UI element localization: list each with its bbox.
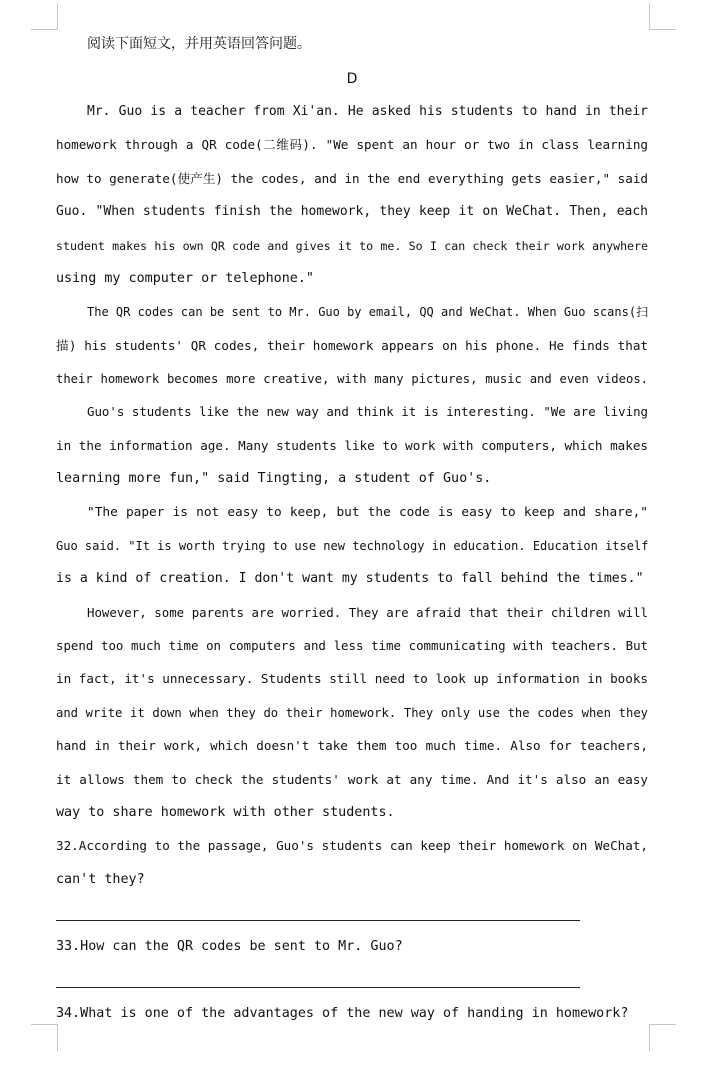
section-letter: D	[346, 71, 358, 87]
passage-line: Guo said. "It is worth trying to use new technology in education. Education itself	[56, 539, 649, 553]
instruction-text: 阅读下面短文，并用英语回答问题。	[87, 36, 311, 52]
question-32: 32.According to the passage, Guo's students can keep their homework on WeChat,	[56, 838, 648, 853]
corner-mark-top-left	[31, 3, 58, 30]
corner-mark-bottom-left	[31, 1024, 58, 1051]
question-33: 33.How can the QR codes be sent to Mr. Guo?	[56, 939, 403, 954]
passage-line: Guo. "When students finish the homework, they keep it on WeChat. Then, each	[56, 204, 648, 219]
passage-line: learning more fun," said Tingting, a student of Guo's.	[56, 471, 492, 486]
passage-line: Mr. Guo is a teacher from Xi'an. He asked his students to hand in their	[87, 104, 648, 119]
passage-line: it allows them to check the students' work at any time. And it's also an easy	[56, 772, 648, 787]
passage-line: hand in their work, which doesn't take them too much time. Also for teachers,	[56, 738, 648, 753]
passage-line: how to generate(使产生) the codes, and in the end everything gets easier," said	[56, 171, 648, 186]
corner-mark-bottom-right	[649, 1024, 676, 1051]
passage-line: and write it down when they do their homework. They only use the codes when they	[56, 706, 648, 720]
passage-line: is a kind of creation. I don't want my students to fall behind the times."	[56, 571, 644, 586]
passage-line: Guo's students like the new way and think it is interesting. "We are living	[87, 404, 648, 419]
passage-line: homework through a QR code(二维码). "We spent an hour or two in class learning	[56, 137, 648, 152]
passage-line: 描) his students' QR codes, their homework appears on his phone. He finds that	[56, 338, 648, 353]
passage-line: However, some parents are worried. They are afraid that their children will	[87, 605, 648, 620]
question-34: 34.What is one of the advantages of the new way of handing in homework?	[56, 1006, 629, 1021]
passage-line: in the information age. Many students like to work with computers, which makes	[56, 438, 648, 453]
corner-mark-top-right	[649, 3, 676, 30]
passage-line: The QR codes can be sent to Mr. Guo by email, QQ and WeChat. When Guo scans(扫	[87, 305, 649, 319]
passage-line: way to share homework with other students.	[56, 805, 395, 820]
question-32-continuation: can't they?	[56, 872, 145, 887]
answer-line-33[interactable]	[56, 987, 580, 988]
passage-line: using my computer or telephone."	[56, 271, 314, 286]
passage-line: spend too much time on computers and less time communicating with teachers. But	[56, 638, 648, 653]
passage-line: in fact, it's unnecessary. Students still need to look up information in books	[56, 671, 648, 686]
answer-line-32[interactable]	[56, 920, 580, 921]
passage-line: their homework becomes more creative, with many pictures, music and even videos.	[56, 372, 648, 386]
passage-line: "The paper is not easy to keep, but the code is easy to keep and share,"	[87, 505, 648, 520]
passage-line: student makes his own QR code and gives it to me. So I can check their work anywhere	[56, 239, 648, 253]
